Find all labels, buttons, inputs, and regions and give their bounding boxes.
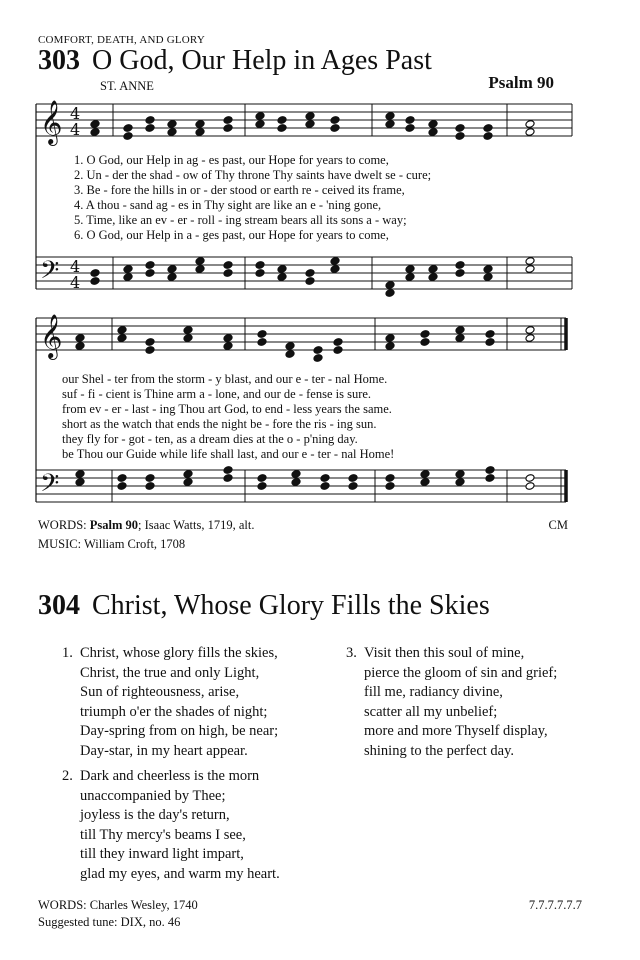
verse-line: Christ, the true and only Light,	[80, 664, 260, 681]
lyric-line: our Shel - ter from the storm - y blast, and our e - ter - nal Home.	[62, 372, 388, 386]
note-head	[420, 470, 430, 479]
time-signature: 4	[70, 104, 81, 123]
note-head	[420, 478, 430, 487]
note-head	[145, 346, 155, 355]
lyric-line: they fly for - got - ten, as a dream dies at the o - p'ning day.	[62, 432, 358, 446]
note-head	[385, 289, 395, 298]
verse-number: 1.	[62, 645, 73, 661]
note-head	[525, 120, 535, 129]
note-head	[291, 470, 301, 479]
note-head	[223, 334, 233, 343]
verse-number: 2.	[62, 768, 73, 784]
note-head	[313, 346, 323, 355]
note-head	[385, 482, 395, 491]
verse-line: fill me, radiancy divine,	[364, 684, 503, 700]
time-signature: 4	[70, 273, 81, 292]
note-head	[385, 112, 395, 121]
note-head	[455, 261, 465, 270]
lyric-line: 5. Time, like an ev - er - roll - ing stream bears all its sons a - way;	[74, 213, 407, 227]
note-head	[333, 346, 343, 355]
note-head	[525, 265, 535, 274]
note-head	[420, 330, 430, 339]
note-head	[428, 128, 438, 137]
note-head	[145, 474, 155, 483]
treble-clef: 𝄞	[40, 100, 63, 144]
note-head	[277, 116, 287, 125]
note-head	[183, 326, 193, 335]
lyric-line: 1. O God, our Help in ag - es past, our Hope for years to come,	[74, 153, 389, 167]
note-head	[277, 265, 287, 274]
note-head	[305, 277, 315, 286]
words-source: Psalm 90	[89, 518, 139, 532]
note-head	[428, 265, 438, 274]
note-head	[405, 273, 415, 282]
note-head	[75, 478, 85, 487]
note-head	[525, 482, 535, 491]
note-head	[330, 124, 340, 133]
note-head	[257, 482, 267, 491]
words-credit-304: WORDS: Charles Wesley, 1740	[38, 898, 198, 912]
note-head	[405, 124, 415, 133]
note-head	[455, 124, 465, 133]
note-head	[167, 273, 177, 282]
note-head	[330, 116, 340, 125]
note-head	[330, 257, 340, 266]
note-head	[348, 474, 358, 483]
verse-number: 3.	[346, 645, 357, 661]
note-head	[483, 273, 493, 282]
note-head	[183, 470, 193, 479]
verse-line: unaccompanied by Thee;	[80, 787, 226, 804]
note-head	[123, 273, 133, 282]
note-head	[348, 482, 358, 491]
note-head	[483, 265, 493, 274]
note-head	[145, 338, 155, 347]
verse-line: Sun of righteousness, arise,	[80, 684, 240, 700]
note-head	[117, 326, 127, 335]
note-head	[291, 478, 301, 487]
note-head	[428, 273, 438, 282]
note-head	[313, 354, 323, 363]
note-head	[90, 128, 100, 137]
note-head	[385, 474, 395, 483]
lyric-line: 6. O God, our Help in a - ges past, our Hope for years to come,	[74, 228, 389, 242]
note-head	[455, 326, 465, 335]
time-signature: 4	[70, 257, 81, 276]
note-head	[455, 334, 465, 343]
note-head	[195, 120, 205, 129]
note-head	[145, 116, 155, 125]
hymn-number: 304	[38, 590, 80, 621]
hymn-title: O God, Our Help in Ages Past	[92, 45, 432, 76]
note-head	[320, 482, 330, 491]
note-head	[428, 120, 438, 129]
verse-line: Visit then this soul of mine,	[364, 645, 525, 661]
section-header: COMFORT, DEATH, AND GLORY	[38, 34, 206, 46]
note-head	[285, 350, 295, 359]
lyric-line: be Thou our Guide while life shall last, and our e - ter - nal Home!	[62, 447, 395, 461]
verse-line: triumph o'er the shades of night;	[80, 703, 268, 720]
note-head	[223, 269, 233, 278]
note-head	[385, 120, 395, 129]
note-head	[145, 269, 155, 278]
verse-line: Dark and cheerless is the morn	[80, 768, 260, 784]
bass-clef: 𝄢	[40, 256, 60, 291]
note-head	[285, 342, 295, 351]
lyric-line: from ev - er - last - ing Thou art God, to end - less years the same.	[62, 402, 392, 416]
verse-1	[62, 644, 279, 761]
music-credit: MUSIC: William Croft, 1708	[38, 537, 186, 551]
note-head	[405, 265, 415, 274]
note-head	[525, 128, 535, 137]
note-head	[525, 257, 535, 266]
note-head	[333, 338, 343, 347]
note-head	[195, 265, 205, 274]
words-author: ; Isaac Watts, 1719, alt.	[138, 518, 255, 532]
note-head	[117, 482, 127, 491]
verse-line: till they inward light impart,	[80, 846, 244, 862]
suggested-tune: Suggested tune: DIX, no. 46	[38, 915, 181, 929]
note-head	[485, 338, 495, 347]
note-head	[223, 261, 233, 270]
note-head	[223, 116, 233, 125]
note-head	[195, 257, 205, 266]
note-head	[385, 334, 395, 343]
note-head	[145, 124, 155, 133]
note-head	[90, 277, 100, 286]
hymn-number: 303	[38, 45, 80, 76]
note-head	[117, 334, 127, 343]
hymn-title: Christ, Whose Glory Fills the Skies	[92, 590, 490, 621]
words-label: WORDS:	[38, 518, 87, 532]
lyric-line: 3. Be - fore the hills in or - der stood or earth re - ceived its frame,	[74, 183, 405, 197]
bass-clef: 𝄢	[40, 469, 60, 504]
verse-2	[62, 767, 280, 884]
note-head	[385, 281, 395, 290]
note-head	[255, 120, 265, 129]
note-head	[525, 334, 535, 343]
meter: CM	[548, 518, 568, 532]
note-head	[90, 120, 100, 129]
note-head	[485, 474, 495, 483]
note-head	[277, 273, 287, 282]
verse-line: scatter all my unbelief;	[364, 703, 498, 720]
words-credit	[38, 518, 254, 533]
note-head	[485, 330, 495, 339]
note-head	[75, 334, 85, 343]
note-head	[117, 474, 127, 483]
note-head	[483, 124, 493, 133]
psalm-reference: Psalm 90	[488, 73, 554, 92]
note-head	[525, 474, 535, 483]
note-head	[123, 265, 133, 274]
note-head	[483, 132, 493, 141]
note-head	[257, 474, 267, 483]
verse-line: Day-spring from on high, be near;	[80, 723, 279, 739]
note-head	[305, 120, 315, 129]
note-head	[420, 338, 430, 347]
verse-line: Day-star, in my heart appear.	[80, 742, 248, 759]
tune-name: ST. ANNE	[100, 79, 154, 93]
meter-304: 7.7.7.7.7.7	[528, 898, 582, 912]
verse-line: glad my eyes, and warm my heart.	[80, 865, 280, 882]
note-head	[385, 342, 395, 351]
hymn-304-heading	[38, 590, 490, 622]
lyric-line: 4. A thou - sand ag - es in Thy sight are like an e - 'ning gone,	[74, 198, 382, 212]
note-head	[257, 330, 267, 339]
verse-line: more and more Thyself display,	[364, 723, 548, 739]
note-head	[75, 470, 85, 479]
verse-line: till Thy mercy's beams I see,	[80, 826, 246, 843]
note-head	[485, 466, 495, 475]
note-head	[223, 466, 233, 475]
note-head	[255, 269, 265, 278]
note-head	[455, 132, 465, 141]
verse-3	[346, 644, 558, 761]
lyric-line: short as the watch that ends the night be - fore the ris - ing sun.	[62, 417, 377, 431]
note-head	[330, 265, 340, 274]
note-head	[183, 478, 193, 487]
verse-line: shining to the perfect day.	[364, 742, 515, 759]
note-head	[305, 112, 315, 121]
note-head	[525, 326, 535, 335]
note-head	[255, 261, 265, 270]
lyric-line: 2. Un - der the shad - ow of Thy throne Thy saints have dwelt se - cure;	[74, 168, 432, 182]
note-head	[167, 128, 177, 137]
lyric-line: suf - fi - cient is Thine arm a - lone, and our de - fense is sure.	[62, 387, 372, 401]
note-head	[405, 116, 415, 125]
note-head	[75, 342, 85, 351]
note-head	[183, 334, 193, 343]
note-head	[123, 124, 133, 133]
note-head	[195, 128, 205, 137]
note-head	[255, 112, 265, 121]
note-head	[145, 261, 155, 270]
note-head	[320, 474, 330, 483]
note-head	[455, 269, 465, 278]
note-head	[305, 269, 315, 278]
note-head	[455, 470, 465, 479]
note-head	[455, 478, 465, 487]
note-head	[145, 482, 155, 491]
verse-line: joyless is the day's return,	[80, 807, 230, 823]
verse-line: pierce the gloom of sin and grief;	[364, 664, 558, 681]
note-head	[167, 265, 177, 274]
note-head	[167, 120, 177, 129]
note-head	[223, 474, 233, 483]
verse-line: Christ, whose glory fills the skies,	[80, 645, 278, 661]
time-signature: 4	[70, 120, 81, 139]
note-head	[277, 124, 287, 133]
note-head	[123, 132, 133, 141]
note-head	[257, 338, 267, 347]
note-head	[223, 124, 233, 133]
note-head	[90, 269, 100, 278]
note-head	[223, 342, 233, 351]
treble-clef: 𝄞	[40, 314, 63, 358]
